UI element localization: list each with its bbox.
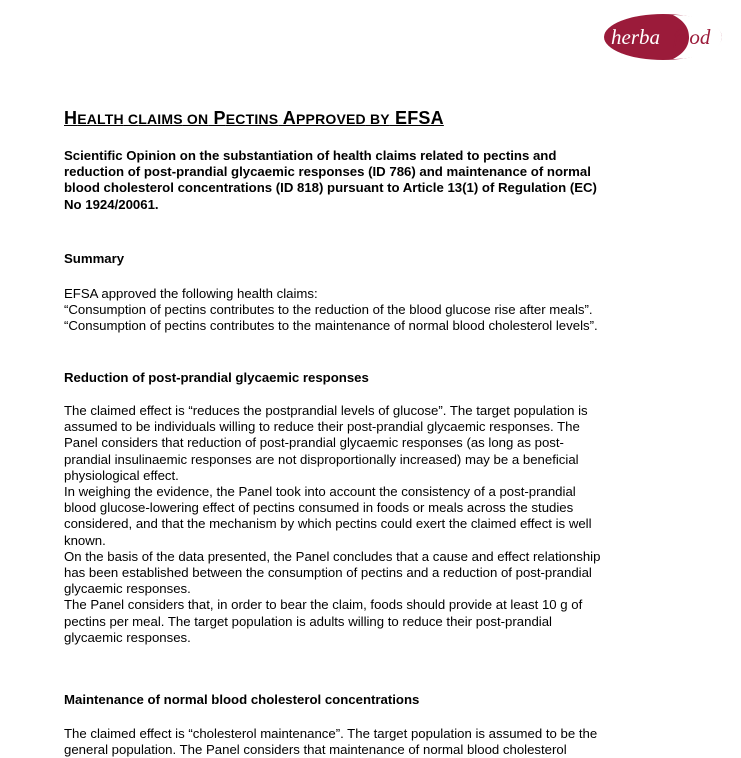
cholesterol-text (64, 726, 684, 758)
logo-text-herba: herba (611, 25, 660, 49)
glycaemic-line: The claimed effect is “reduces the postprandial levels of glucose”. The target population is (64, 403, 588, 418)
glycaemic-line: Panel considers that reduction of post-prandial glycaemic responses (as long as post- (64, 435, 564, 451)
glycaemic-line: In weighing the evidence, the Panel took into account the consistency of a post-prandial (64, 484, 576, 500)
glycaemic-text (64, 403, 684, 646)
glycaemic-line: prandial insulinaemic responses are not disproportionally increased) may be a beneficial (64, 451, 579, 467)
cholesterol-line: general population. The Panel considers that maintenance of normal blood cholesterol (64, 742, 567, 758)
document-subtitle (64, 148, 684, 213)
glycaemic-line: considered, and that the mechanism by which pectins could exert the claimed effect is well (64, 516, 592, 532)
herbafood-logo (603, 13, 723, 61)
subtitle-line: No 1924/20061. (64, 196, 159, 212)
subtitle-line: blood cholesterol concentrations (ID 818) pursuant to Article 13(1) of Regulation (EC) (64, 180, 597, 196)
subtitle-line: reduction of post-prandial glycaemic responses (ID 786) and maintenance of normal (64, 164, 591, 180)
glycaemic-line: glycaemic responses. (64, 581, 191, 597)
page-title: HEALTH CLAIMS ON PECTINS APPROVED BY EFSA (64, 108, 444, 128)
summary-line: “Consumption of pectins contributes to the reduction of the blood glucose rise after meals”. (64, 302, 593, 318)
glycaemic-line: physiological effect. (64, 467, 179, 483)
glycaemic-heading: Reduction of post-prandial glycaemic responses (64, 370, 369, 385)
glycaemic-line: On the basis of the data presented, the Panel concludes that a cause and effect relationship (64, 548, 601, 564)
glycaemic-line: glycaemic responses. (64, 629, 191, 645)
summary-line: “Consumption of pectins contributes to the maintenance of normal blood cholesterol levels”. (64, 318, 598, 334)
glycaemic-line: known. (64, 532, 106, 548)
summary-heading: Summary (64, 251, 125, 266)
cholesterol-heading: Maintenance of normal blood cholesterol concentrations (64, 692, 420, 707)
logo-text-food: food (673, 25, 711, 49)
cholesterol-line: The claimed effect is “cholesterol maintenance”. The target population is assumed to be the (64, 726, 598, 741)
glycaemic-line: has been established between the consumption of pectins and a reduction of post-prandial (64, 565, 592, 581)
glycaemic-line: assumed to be individuals willing to reduce their post-prandial glycaemic responses. The (64, 419, 580, 435)
glycaemic-line: pectins per meal. The target population is adults willing to reduce their post-prandial (64, 613, 552, 629)
summary-text (64, 286, 684, 335)
glycaemic-line: blood glucose-lowering effect of pectins consumed in foods or meals across the studies (64, 500, 574, 516)
subtitle-line: Scientific Opinion on the substantiation of health claims related to pectins and (64, 148, 557, 163)
summary-line: EFSA approved the following health claims: (64, 286, 318, 301)
glycaemic-line: The Panel considers that, in order to bear the claim, foods should provide at least 10 g of (64, 597, 583, 613)
